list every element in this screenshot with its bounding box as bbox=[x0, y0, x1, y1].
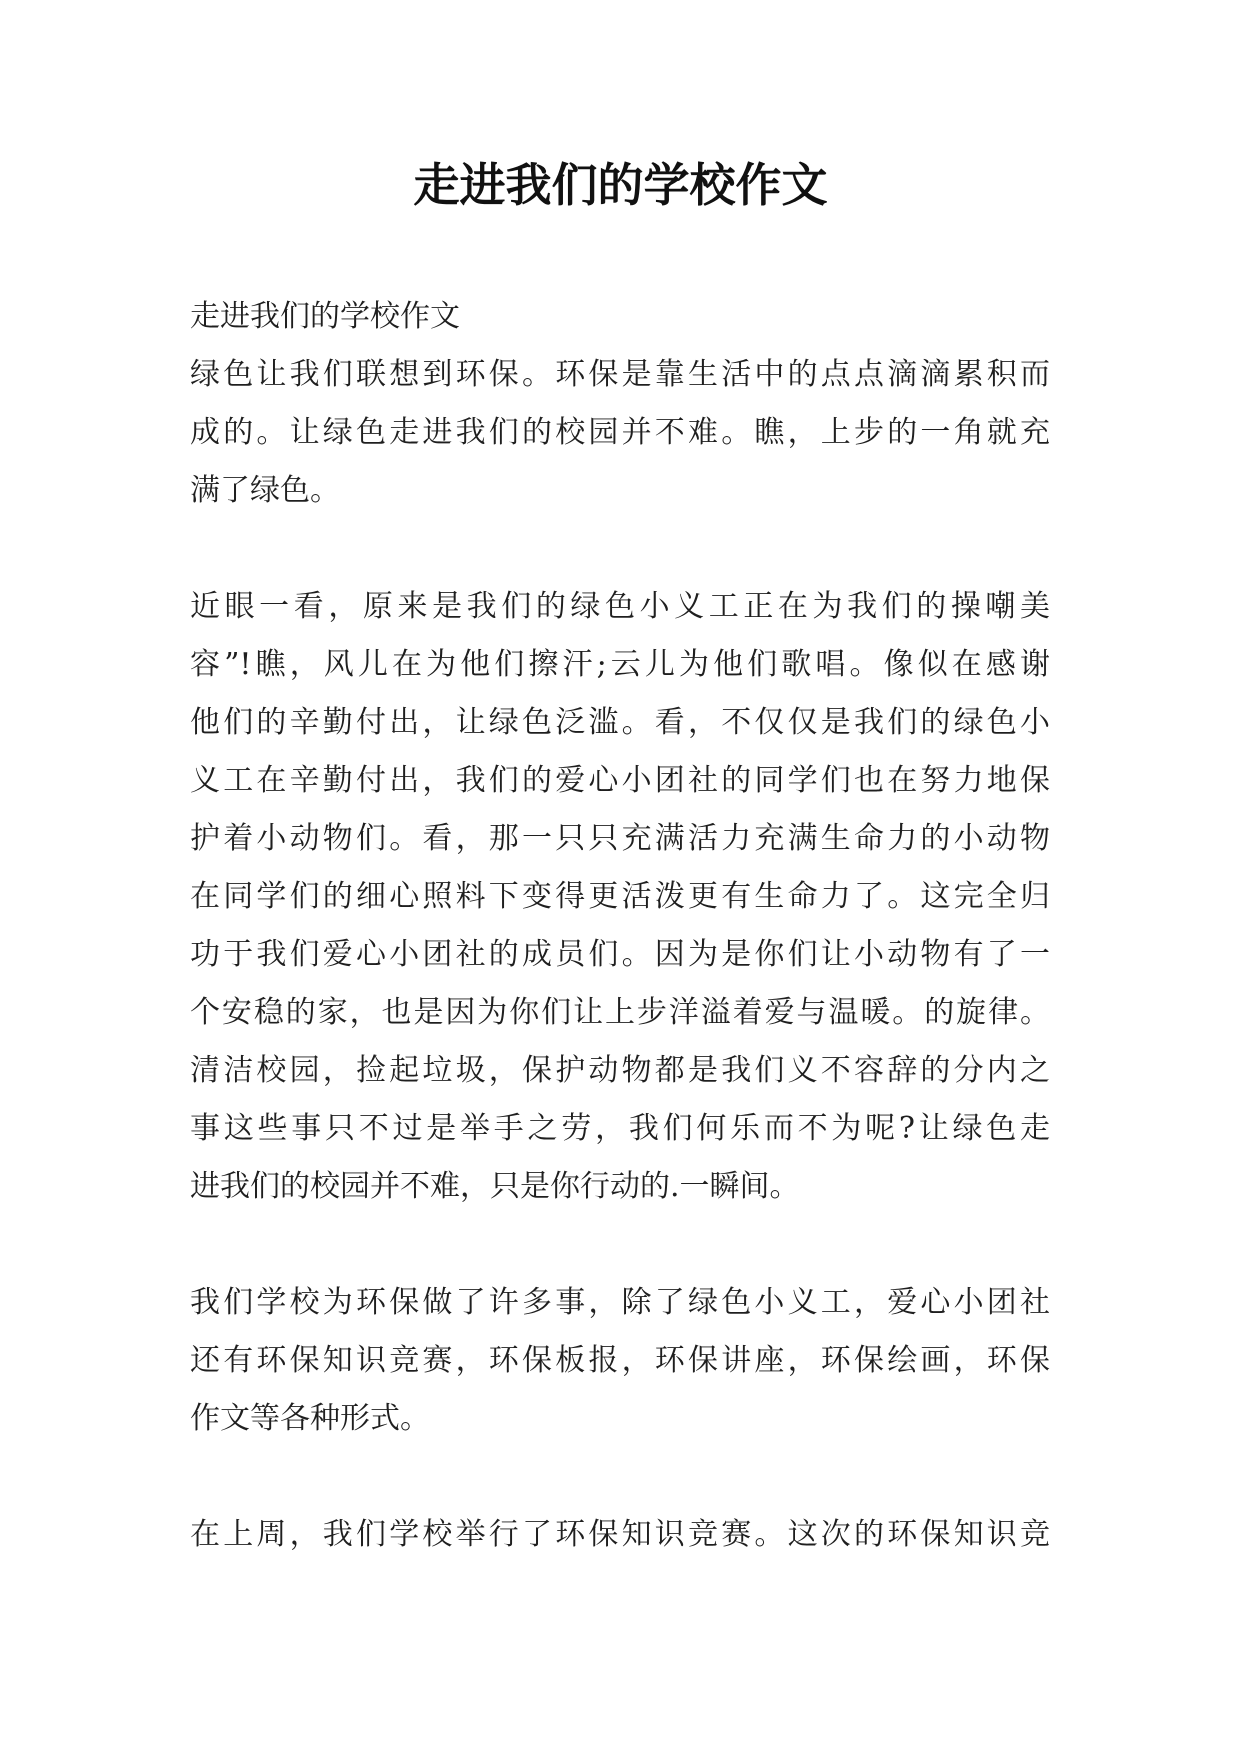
text-line: 护着小动物们。看，那一只只充满活力充满生命力的小动物 bbox=[190, 821, 1050, 856]
text-line: 在同学们的细心照料下变得更活泼更有生命力了。这完全归 bbox=[190, 879, 1050, 914]
paragraph-1 bbox=[190, 346, 1050, 520]
document-body bbox=[190, 288, 1050, 1564]
document-title: 走进我们的学校作文 bbox=[413, 158, 828, 212]
text-line: 个安稳的家，也是因为你们让上步洋溢着爱与温暖。的旋律。 bbox=[190, 995, 1050, 1030]
paragraph-4 bbox=[190, 1506, 1050, 1564]
text-line: 清洁校园，捡起垃圾，保护动物都是我们义不容辞的分内之 bbox=[190, 1053, 1050, 1088]
text-line: 作文等各种形式。 bbox=[190, 1401, 430, 1436]
text-line: 容”!瞧，风儿在为他们擦汗;云儿为他们歌唱。像似在感谢 bbox=[190, 647, 1050, 682]
text-line: 成的。让绿色走进我们的校园并不难。瞧，上步的一角就充 bbox=[190, 415, 1050, 450]
paragraph-2 bbox=[190, 578, 1050, 1216]
paragraph-3 bbox=[190, 1274, 1050, 1448]
text-line: 近眼一看，原来是我们的绿色小义工正在为我们的操嘲美 bbox=[190, 589, 1050, 624]
paragraph-gap bbox=[190, 1216, 1050, 1274]
paragraph-gap bbox=[190, 520, 1050, 578]
text-line: 进我们的校园并不难，只是你行动的.一瞬间。 bbox=[190, 1169, 800, 1204]
text-line: 绿色让我们联想到环保。环保是靠生活中的点点滴滴累积而 bbox=[190, 357, 1050, 392]
text-line: 我们学校为环保做了许多事，除了绿色小义工，爱心小团社 bbox=[190, 1285, 1050, 1320]
text-line: 还有环保知识竞赛，环保板报，环保讲座，环保绘画，环保 bbox=[190, 1343, 1050, 1378]
text-line: 功于我们爱心小团社的成员们。因为是你们让小动物有了一 bbox=[190, 937, 1050, 972]
paragraph-subtitle bbox=[190, 288, 1050, 346]
text-line: 在上周，我们学校举行了环保知识竞赛。这次的环保知识竞 bbox=[190, 1517, 1050, 1552]
paragraph-gap bbox=[190, 1448, 1050, 1506]
text-line: 满了绿色。 bbox=[190, 473, 340, 508]
text-line: 走进我们的学校作文 bbox=[190, 299, 460, 334]
text-line: 事这些事只不过是举手之劳，我们何乐而不为呢?让绿色走 bbox=[190, 1111, 1050, 1146]
text-line: 他们的辛勤付出，让绿色泛滥。看，不仅仅是我们的绿色小 bbox=[190, 705, 1050, 740]
text-line: 义工在辛勤付出，我们的爱心小团社的同学们也在努力地保 bbox=[190, 763, 1050, 798]
